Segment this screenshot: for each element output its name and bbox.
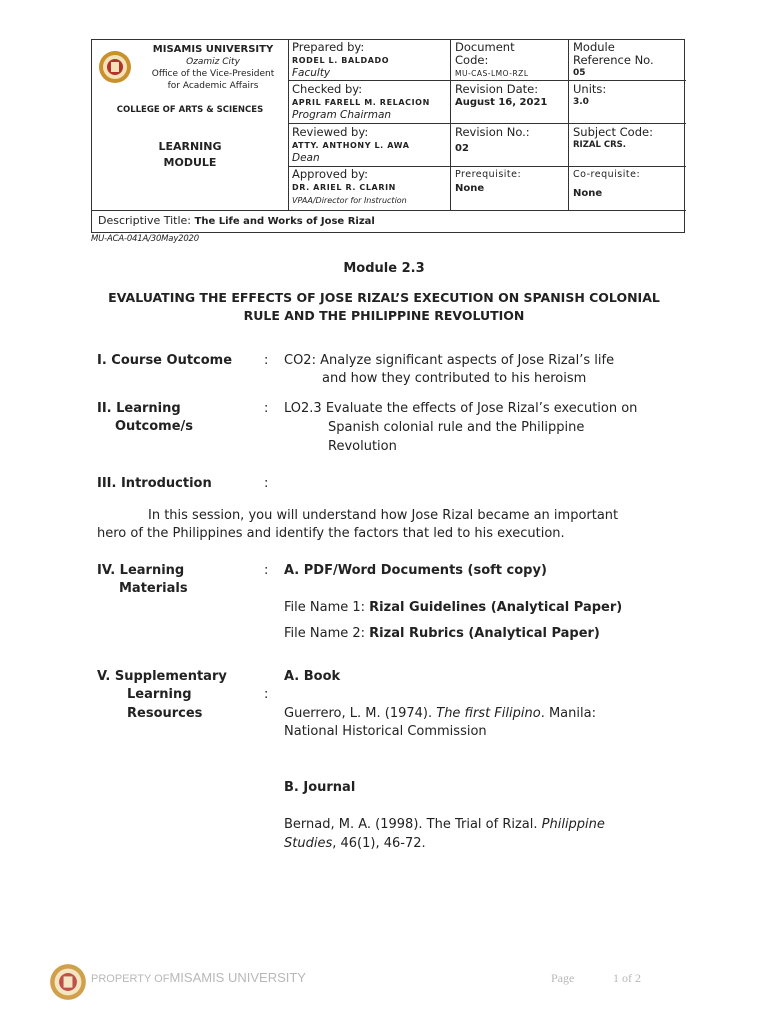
file-name-1 bbox=[284, 599, 622, 617]
materials-a-heading: A. PDF/Word Documents (soft copy) bbox=[284, 563, 547, 578]
university-city: Ozamiz City bbox=[186, 57, 240, 67]
course-outcome-line-1: CO2: Analyze significant aspects of Jose Rizal’s life bbox=[284, 353, 615, 368]
footer-property-prefix: PROPERTY OF bbox=[91, 973, 170, 985]
introduction-line-1: In this session, you will understand how Jose Rizal became an important bbox=[148, 508, 619, 523]
checked-role: Program Chairman bbox=[292, 109, 392, 121]
revision-date-cell bbox=[455, 83, 547, 109]
desc-title-label: Descriptive Title: bbox=[98, 214, 195, 227]
footer-page-count: 1 of 2 bbox=[613, 971, 641, 985]
book-reference-line-2: National Historical Commission bbox=[284, 724, 487, 739]
prerequisite-cell bbox=[455, 168, 521, 195]
checked-name: APRIL FARELL M. RELACION bbox=[292, 98, 430, 107]
coreq-value: None bbox=[573, 188, 603, 199]
prereq-value: None bbox=[455, 183, 485, 194]
supplementary-colon: : bbox=[264, 687, 269, 702]
file-1-name: Rizal Guidelines (Analytical Paper) bbox=[369, 600, 623, 615]
course-outcome-label: I. Course Outcome bbox=[97, 353, 233, 368]
learning-outcome-label-2: Outcome/s bbox=[115, 419, 194, 434]
introduction-label: III. Introduction bbox=[97, 476, 212, 491]
units-label: Units: bbox=[573, 82, 607, 96]
approved-name: DR. ARIEL R. CLARIN bbox=[292, 183, 396, 192]
journal-heading: B. Journal bbox=[284, 780, 356, 795]
materials-colon: : bbox=[264, 563, 269, 578]
doc-code-label-2: Code: bbox=[455, 53, 489, 67]
module-ref-label-1: Module bbox=[573, 40, 615, 54]
module-type-line-1: LEARNING bbox=[158, 140, 222, 153]
doc-code-value: MU-CAS-LMO-RZL bbox=[455, 69, 529, 78]
prepared-name: RODEL L. BALDADO bbox=[292, 56, 390, 65]
checked-by-cell bbox=[292, 83, 430, 122]
supplementary-label-2: Learning bbox=[127, 687, 192, 702]
materials-label-2: Materials bbox=[119, 581, 188, 596]
book-ref-author: Guerrero, L. M. (1974). bbox=[284, 706, 437, 721]
journal-ref-author: Bernad, M. A. (1998). The Trial of Rizal. bbox=[284, 817, 542, 832]
materials-label-1: IV. Learning bbox=[97, 563, 185, 578]
units-value: 3.0 bbox=[573, 97, 589, 107]
college-name: COLLEGE OF ARTS & SCIENCES bbox=[116, 105, 264, 115]
learning-outcome-colon: : bbox=[264, 401, 269, 416]
footer-page-label: Page bbox=[551, 971, 575, 985]
introduction-colon: : bbox=[264, 476, 269, 491]
university-seal-icon bbox=[98, 50, 132, 84]
footer-property-line bbox=[91, 969, 306, 987]
units-cell bbox=[573, 83, 606, 109]
journal-ref-title-2: Studies bbox=[284, 836, 333, 851]
footer-property-org: MISAMIS UNIVERSITY bbox=[169, 970, 306, 985]
introduction-line-2: hero of the Philippines and identify the factors that led to his execution. bbox=[97, 526, 565, 541]
book-reference-line-1 bbox=[284, 705, 596, 723]
office-line-1: Office of the Vice-President bbox=[151, 69, 275, 79]
module-type-line-2: MODULE bbox=[163, 156, 217, 169]
desc-title-value: The Life and Works of Jose Rizal bbox=[194, 216, 375, 227]
rev-date-label: Revision Date: bbox=[455, 82, 539, 96]
document-header-table bbox=[91, 39, 685, 233]
descriptive-title bbox=[98, 214, 375, 228]
module-number: Module 2.3 bbox=[343, 261, 425, 276]
prereq-label: Prerequisite: bbox=[455, 169, 522, 180]
supplementary-label-1: V. Supplementary bbox=[97, 669, 227, 684]
journal-ref-title-1: Philippine bbox=[541, 817, 605, 832]
footer-seal-icon bbox=[49, 963, 87, 1001]
rev-no-value: 02 bbox=[455, 143, 469, 154]
file-name-2 bbox=[284, 625, 600, 643]
file-2-name: Rizal Rubrics (Analytical Paper) bbox=[369, 626, 600, 641]
course-outcome-line-2: and how they contributed to his heroism bbox=[322, 371, 587, 386]
module-title-line-1: EVALUATING THE EFFECTS OF JOSE RIZAL’S EXECUTION ON SPANISH COLONIAL bbox=[108, 290, 660, 305]
form-code: MU-ACA-041A/30May2020 bbox=[91, 234, 199, 244]
module-title-line-2: RULE AND THE PHILIPPINE REVOLUTION bbox=[243, 308, 525, 323]
learning-outcome-line-2: Spanish colonial rule and the Philippine bbox=[328, 420, 585, 435]
reviewed-label: Reviewed by: bbox=[292, 125, 369, 139]
prepared-label: Prepared by: bbox=[292, 40, 365, 54]
journal-ref-rest: , 46(1), 46-72. bbox=[332, 836, 426, 851]
learning-outcome-label-1: II. Learning bbox=[97, 401, 181, 416]
prepared-role: Faculty bbox=[292, 67, 331, 79]
doc-code-label-1: Document bbox=[455, 40, 515, 54]
reviewed-role: Dean bbox=[292, 152, 320, 164]
subject-code-value: RIZAL CRS. bbox=[573, 140, 626, 150]
university-name: MISAMIS UNIVERSITY bbox=[152, 44, 274, 55]
book-heading: A. Book bbox=[284, 669, 341, 684]
approved-label: Approved by: bbox=[292, 167, 368, 181]
module-ref-value: 05 bbox=[573, 68, 586, 78]
module-ref-label-2: Reference No. bbox=[573, 53, 654, 67]
journal-reference-line-2 bbox=[284, 835, 426, 853]
reviewed-by-cell bbox=[292, 126, 409, 165]
book-ref-title: The first Filipino bbox=[436, 706, 541, 721]
book-ref-rest: . Manila: bbox=[540, 706, 596, 721]
approved-role: VPAA/Director for Instruction bbox=[292, 196, 407, 205]
checked-label: Checked by: bbox=[292, 82, 363, 96]
learning-outcome-line-1: LO2.3 Evaluate the effects of Jose Rizal’s execution on bbox=[284, 401, 638, 416]
prepared-by-cell bbox=[292, 41, 389, 80]
journal-reference-line-1 bbox=[284, 816, 605, 834]
file-2-prefix: File Name 2: bbox=[284, 626, 370, 641]
document-code-cell bbox=[455, 41, 529, 80]
rev-no-label: Revision No.: bbox=[455, 125, 530, 139]
revision-no-cell bbox=[455, 126, 530, 155]
supplementary-label-3: Resources bbox=[127, 706, 203, 721]
module-reference-cell bbox=[573, 41, 654, 80]
file-1-prefix: File Name 1: bbox=[284, 600, 370, 615]
coreq-label: Co-requisite: bbox=[573, 169, 641, 180]
rev-date-value: August 16, 2021 bbox=[455, 97, 548, 108]
approved-by-cell bbox=[292, 168, 407, 207]
corequisite-cell bbox=[573, 168, 640, 200]
subject-code-cell bbox=[573, 126, 653, 152]
subject-code-label: Subject Code: bbox=[573, 125, 653, 139]
course-outcome-colon: : bbox=[264, 353, 269, 368]
learning-outcome-line-3: Revolution bbox=[328, 439, 397, 454]
reviewed-name: ATTY. ANTHONY L. AWA bbox=[292, 141, 410, 150]
office-line-2: for Academic Affairs bbox=[167, 81, 259, 91]
